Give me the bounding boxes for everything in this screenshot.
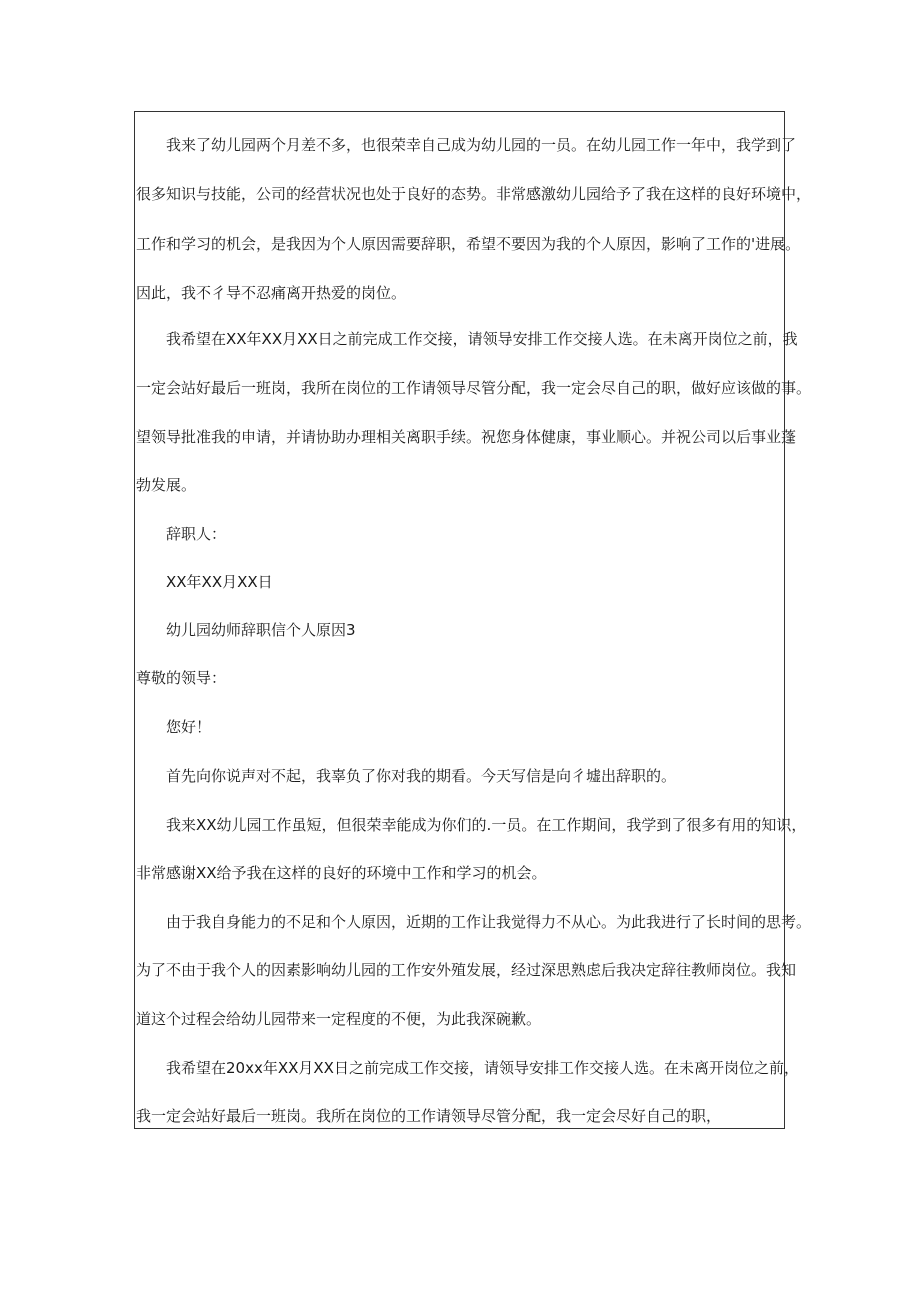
- paragraph-line: 我来了幼儿园两个月差不多，也很荣幸自己成为幼儿园的一员。在幼儿园工作一年中，我学到了: [166, 136, 797, 154]
- paragraph-line: 首先向你说声对不起，我辜负了你对我的期看。今天写信是向彳墟出辞职的。: [166, 767, 677, 785]
- paragraph-line: 非常感谢XX给予我在这样的良好的环境中工作和学习的机会。: [136, 864, 547, 882]
- paragraph-line: 因此，我不彳导不忍痛离开热爱的岗位。: [136, 284, 407, 302]
- paragraph-line: 我希望在20xx年XX月XX日之前完成工作交接，请领导安排工作交接人选。在未离开岗位之前，: [166, 1059, 799, 1077]
- paragraph-line: 工作和学习的机会，是我因为个人原因需要辞职，希望不要因为我的个人原因，影响了工作的'进展。: [136, 235, 801, 253]
- paragraph-line: 望领导批准我的申请，并请协助办理相关离职手续。祝您身体健康，事业顺心。并祝公司以后事业蓬: [136, 428, 797, 446]
- section-title: 幼儿园幼师辞职信个人原因3: [166, 621, 356, 639]
- paragraph-line: 很多知识与技能，公司的经营状况也处于良好的态势。非常感激幼儿园给予了我在这样的良好环境中，: [136, 185, 812, 203]
- paragraph-line: 为了不由于我个人的因素影响幼儿园的工作安外殖发展，经过深思熟虑后我决定辞往教师岗位。我知: [136, 961, 797, 979]
- paragraph-line: 一定会站好最后一班岗，我所在岗位的工作请领导尽管分配，我一定会尽自己的职，做好应该做的事。: [136, 379, 812, 397]
- paragraph-line: 由于我自身能力的不足和个人原因，近期的工作让我觉得力不从心。为此我进行了长时间的思考。: [166, 913, 812, 931]
- signature-label: 辞职人：: [166, 525, 227, 543]
- salutation: 尊敬的领导：: [136, 669, 227, 687]
- paragraph-line: 道这个过程会给幼儿园带来一定程度的不便，为此我深碗歉。: [136, 1010, 542, 1028]
- paragraph-line: 我一定会站好最后一班岗。我所在岗位的工作请领导尽管分配，我一定会尽好自己的职，: [136, 1107, 722, 1125]
- paragraph-line: 我来XX幼儿园工作虽短，但很荣幸能成为你们的.一员。在工作期间，我学到了很多有用的知识，: [166, 816, 807, 834]
- paragraph-line: 我希望在XX年XX月XX日之前完成工作交接，请领导安排工作交接人选。在未离开岗位之前，我: [166, 330, 798, 348]
- signature-date: XX年XX月XX日: [166, 573, 273, 591]
- paragraph-line: 勃发展。: [136, 476, 197, 494]
- greeting: 您好！: [166, 718, 212, 736]
